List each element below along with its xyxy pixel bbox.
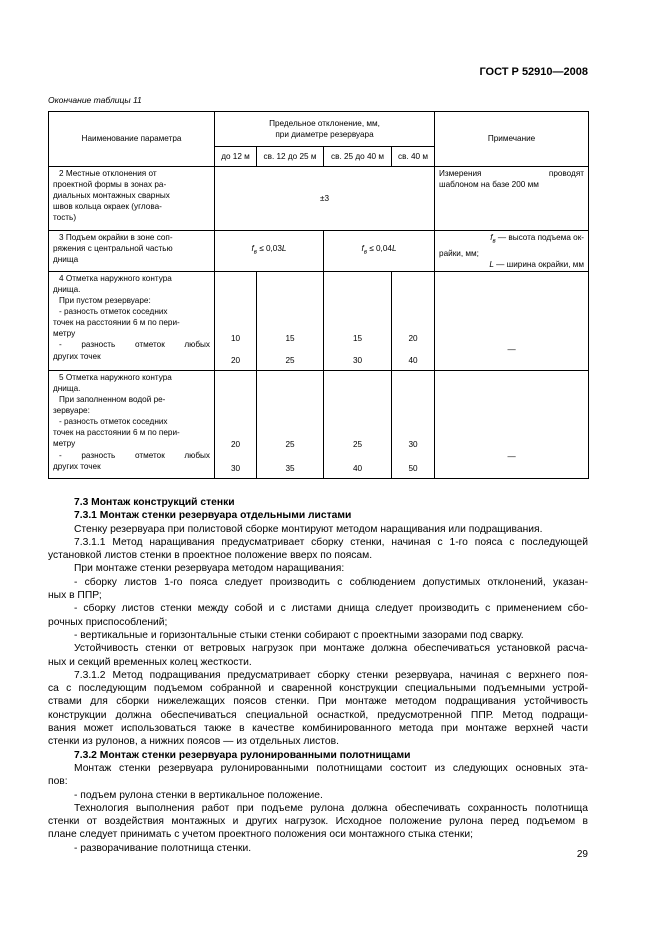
paragraph: пов: <box>48 776 68 788</box>
row-note: $f_в$ — высота подъема ок- райки, мм; L — ширина окрайки, мм <box>435 231 589 272</box>
table-row <box>49 167 589 231</box>
row-param: 4 Отметка наружного контура днища. При пустом резервуаре: - разность отметок соседних точек на расстоянии 6 м по пери- метру - разность отметок любых других точек <box>49 271 215 370</box>
header-note: Примечание <box>435 112 589 167</box>
paragraph: При монтаже стенки резервуара методом наращивания: <box>74 563 345 575</box>
list-item: - вертикальные и горизонтальные стыки стенки собирают с проектными зазорами под сварку. <box>74 629 524 641</box>
paragraph: Стенку резервуара при полистовой сборке монтируют методом наращивания или подращивания. <box>74 523 543 535</box>
list-item: - сборку листов 1-го пояса следует производить с соблюдением допустимых отклонений, указан- <box>74 576 588 588</box>
standard-designation: ГОСТ Р 52910—2008 <box>479 66 588 78</box>
row-values: 20 30 <box>215 370 257 478</box>
paragraph: 7.3.1.2 Метод подращивания предусматривает сборку стенки резервуара, начиная с верхнего поя- <box>74 669 588 681</box>
row-param: 5 Отметка наружного контура днища. При заполненном водой ре- зервуаре: - разность отметок соседних точек на расстоянии 6 м по пери- метру - разность отметок любых других точек <box>49 370 215 478</box>
subheader-diameter: до 12 м <box>215 147 257 167</box>
paragraph: Монтаж стенки резервуара рулонированными полотнищами состоит из следующих основных эта- <box>74 762 588 774</box>
subheader-diameter: св. 12 до 25 м <box>257 147 324 167</box>
header-deviation: Предельное отклонение, мм, при диаметре резервуара <box>215 112 435 147</box>
paragraph: установкой листов стенки в проектное положение вверх по поясам. <box>48 550 373 562</box>
header-param: Наименование параметра <box>49 112 215 167</box>
row-values: 10 20 <box>215 271 257 370</box>
row-value: ±3 <box>215 167 435 231</box>
row-values: 15 30 <box>324 271 392 370</box>
body-text <box>48 496 588 855</box>
row-note: — <box>435 271 589 370</box>
list-item: - подъем рулона стенки в вертикальное положение. <box>74 789 323 801</box>
subheader-diameter: св. 40 м <box>392 147 435 167</box>
row-values: 25 40 <box>324 370 392 478</box>
tolerance-table <box>48 111 589 479</box>
table-row <box>49 271 589 370</box>
row-values: 25 35 <box>257 370 324 478</box>
paragraph: ных и секций временных колец жесткости. <box>48 656 252 668</box>
table-row <box>49 370 589 478</box>
paragraph: плане следует принимать с учетом проектного положения оси монтажного стыка стенки; <box>48 829 473 841</box>
paragraph: стенки от воздействия монтажных и других нагрузок. Исходное положение рулона перед подъемом в <box>48 816 588 828</box>
row-param: 3 Подъем окрайки в зоне соп- ряжения с центральной частью днища <box>49 231 215 272</box>
paragraph: са с последующим подъемом собранной и сваренной конструкции специальными подъемными устрой- <box>48 683 588 695</box>
list-item: - сборку листов стенки между собой и с листами днища следует производить с применением сбо- <box>74 603 588 615</box>
paragraph: 7.3.1.1 Метод наращивания предусматривает сборку стенки, начиная с 1-го пояса с последующей <box>74 536 588 548</box>
paragraph: Технология выполнения работ при подъеме рулона должна обеспечивать сохранность полотнища <box>74 802 588 814</box>
paragraph: вания может использоваться также в качестве комбинированного метода при монтаже верхней части <box>48 723 588 735</box>
row-values: 30 50 <box>392 370 435 478</box>
page-number: 29 <box>576 849 588 860</box>
row-value-formula: $f_в \le 0,03L$ <box>215 231 324 272</box>
subsection-heading: 7.3.1 Монтаж стенки резервуара отдельными листами <box>74 510 352 522</box>
paragraph: ствами для сборки нижележащих поясов стенки. При монтаже методом подращивания устойчивость <box>48 696 588 708</box>
list-item: ных в ППР; <box>48 590 102 602</box>
paragraph: конструкции должна обеспечиваться специальной оснасткой, предусмотренной ППР. Метод подращи- <box>48 709 588 721</box>
section-heading: 7.3 Монтаж конструкций стенки <box>74 497 235 508</box>
list-item: рочных приспособлений; <box>48 616 168 628</box>
table-header-row <box>49 112 589 147</box>
row-values: 15 25 <box>257 271 324 370</box>
row-value-formula: $f_в \le 0,04L$ <box>324 231 435 272</box>
table-caption: Окончание таблицы 11 <box>48 95 142 105</box>
row-param: 2 Местные отклонения от проектной формы в зонах ра- диальных монтажных сварных швов кольца окраек (углова- тость) <box>49 167 215 231</box>
subsection-heading: 7.3.2 Монтаж стенки резервуара рулонированными полотнищами <box>74 749 411 761</box>
row-values: 20 40 <box>392 271 435 370</box>
subheader-diameter: св. 25 до 40 м <box>324 147 392 167</box>
list-item: - разворачивание полотнища стенки. <box>74 842 252 854</box>
paragraph: Устойчивость стенки от ветровых нагрузок при монтаже должна обеспечиваться установкой расча- <box>74 643 588 655</box>
row-note: — <box>435 370 589 478</box>
table-row <box>49 231 589 272</box>
row-note: Измерения проводят шаблоном на базе 200 мм <box>435 167 589 231</box>
paragraph: стенки из рулонов, а нижних поясов — из отдельных листов. <box>48 736 339 748</box>
